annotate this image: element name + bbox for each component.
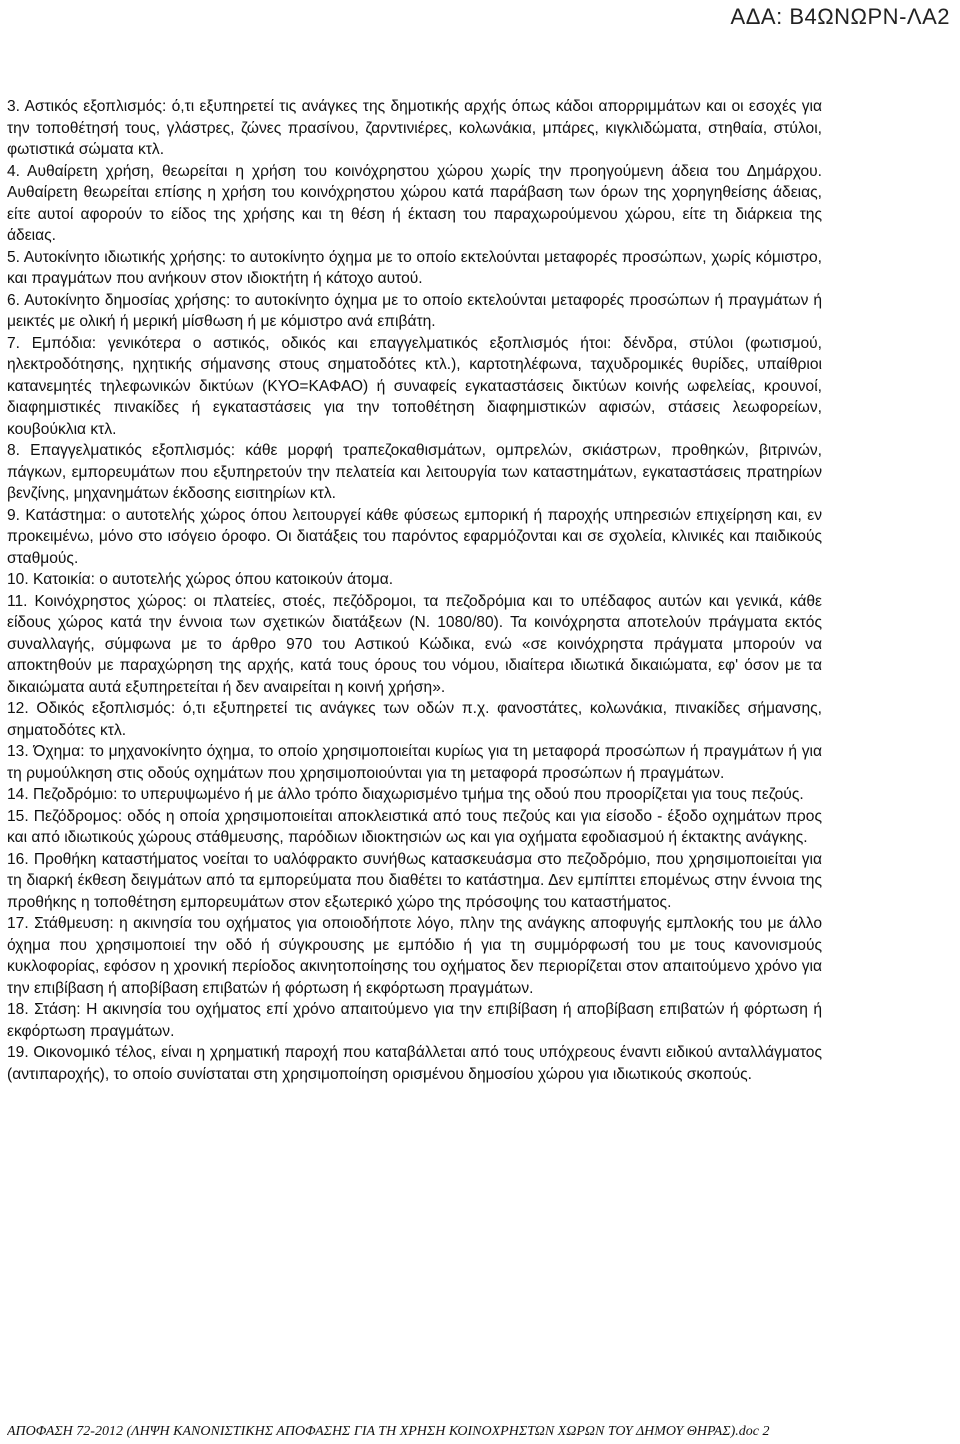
definition-paragraph: 14. Πεζοδρόμιο: το υπερυψωμένο ή με άλλο τρόπο διαχωρισμένο τμήμα της οδού που προορίζεται για τους πεζούς. [7, 786, 804, 803]
document-body [7, 96, 822, 1085]
definition-paragraph: 6. Αυτοκίνητο δημοσίας χρήσης: το αυτοκίνητο όχημα με το οποίο εκτελούνται μεταφορές προσώπων ή πραγμάτων ή μεικτές με ολική ή μερική μίσθωση ή με κόμιστρο ανά επιβάτη. [7, 291, 822, 330]
definition-paragraph: 15. Πεζόδρομος: οδός η οποία χρησιμοποιείται αποκλειστικά από τους πεζούς και για είσοδο - έξοδο οχημάτων προς και από ιδιωτικούς χώρους στάθμευσης, παρόδιων ιδιοκτησιών ως και για οχήματα εφοδιασμού ή έκτακτης ανάγκης. [7, 807, 822, 846]
definition-paragraph: 10. Κατοικία: ο αυτοτελής χώρος όπου κατοικούν άτομα. [7, 571, 394, 588]
page-footer [7, 1424, 822, 1440]
definition-paragraph: 7. Εμπόδια: γενικότερα ο αστικός, οδικός και επαγγελματικός εξοπλισμός ήτοι: δένδρα, στύλοι (φωτισμού, ηλεκτροδότησης, ηχητικής σήμανσης στους σηματοδότες κτλ.), καρτοτηλέφωνα, ταχυδρομικές θυρίδες, υπαίθριοι κατανεμητές τηλεφωνικών δικτύων (ΚΥΟ=ΚΑΦΑΟ) ή συναφείς εγκαταστάσεις δικτύων κοινής ωφελείας, κρουνοί, διαφημιστικές πινακίδες ή εγκαταστάσεις για την τοποθέτηση διαφημιστικών αφισών, στάσεις λεωφορείων, κουβούκλια κτλ. [7, 334, 822, 438]
definition-paragraph: 8. Επαγγελματικός εξοπλισμός: κάθε μορφή τραπεζοκαθισμάτων, ομπρελών, σκιάστρων, προθηκών, βιτρινών, πάγκων, εμπορευμάτων που εξυπηρετούν την πελατεία και λειτουργία των καταστημάτων, εγκαταστάσεις πρατηρίων βενζίνης, μηχανημάτων έκδοσης εισιτηρίων κτλ. [7, 442, 822, 502]
definition-paragraph: 13. Όχημα: το μηχανοκίνητο όχημα, το οποίο χρησιμοποιείται κυρίως για τη μεταφορά προσώπων ή πραγμάτων ή για τη ρυμούλκηση στις οδούς οχημάτων που χρησιμοποιούνται για τη μεταφορά προσώπων ή πραγμάτων. [7, 743, 822, 782]
definition-paragraph: 12. Οδικός εξοπλισμός: ό,τι εξυπηρετεί τις ανάγκες των οδών π.χ. φανοστάτες, κολωνάκια, πινακίδες σήμανσης, σηματοδότες κτλ. [7, 700, 822, 739]
definition-paragraph: 17. Στάθμευση: η ακινησία του οχήματος για οποιοδήποτε λόγο, πλην της ανάγκης αποφυγής εμπλοκής του με άλλο όχημα που χρησιμοποιεί την οδό ή σύγκρουσης με εμπόδιο ή για τη συμμόρφωσή του με τους κανονισμούς κυκλοφορίας, εφόσον η χρονική περίοδος ακινητοποίησης του οχήματος δεν περιορίζεται στον απαιτούμενο χρόνο για την επιβίβαση ή αποβίβαση επιβατών ή φόρτωση ή εκφόρτωση πραγμάτων. [7, 915, 822, 997]
definition-paragraph: 19. Οικονομικό τέλος, είναι η χρηματική παροχή που καταβάλλεται από τους υπόχρεους έναντι ειδικού ανταλλάγματος (αντιπαροχής), το οποίο συνίσταται στη χρησιμοποίηση ορισμένου δημοσίου χώρου για ιδιωτικούς σκοπούς. [7, 1044, 822, 1083]
definition-paragraph: 3. Αστικός εξοπλισμός: ό,τι εξυπηρετεί τις ανάγκες της δημοτικής αρχής όπως κάδοι απορριμμάτων και οι εσοχές για την τοποθέτησή τους, γλάστρες, ζώνες πρασίνου, ζαρντινιέρες, κολωνάκια, μπάρες, κιγκλιδώματα, στηθαία, στύλοι, φωτιστικά σώματα κτλ. [7, 98, 822, 158]
definition-paragraph: 11. Κοινόχρηστος χώρος: οι πλατείες, στοές, πεζόδρομοι, τα πεζοδρόμια και το υπέδαφος αυτών και γενικά, κάθε είδους χώρος κατά την έννοια των σχετικών διατάξεων (Ν. 1080/80). Τα κοινόχρηστα αποτελούν πράγματα εκτός συναλλαγής, σύμφωνα με το άρθρο 970 του Αστικού Κώδικα, ενώ «σε κοινόχρηστα πράγματα μπορούν να αποκτηθούν με παραχώρηση της αρχής, κατά τους όρους του νόμου, ιδιαίτερα ιδιωτικά δικαιώματα, εφ' όσον με τα δικαιώματα αυτά εξυπηρετείται ή δεν αναιρείται η κοινή χρήση». [7, 592, 822, 696]
page-number: 2 [762, 1424, 770, 1439]
definition-paragraph: 4. Αυθαίρετη χρήση, θεωρείται η χρήση του κοινόχρηστου χώρου χωρίς την προηγούμενη άδεια του Δημάρχου. Αυθαίρετη θεωρείται επίσης η χρήση του κοινόχρηστου χώρου κατά παράβαση των όρων της χορηγηθείσης άδειας, είτε αυτοί αφορούν το είδος της χρήσης και τη θέση ή έκταση του παραχωρούμενου χώρου, είτε τη διάρκεια της άδειας. [7, 162, 822, 244]
definition-paragraph: 5. Αυτοκίνητο ιδιωτικής χρήσης: το αυτοκίνητο όχημα με το οποίο εκτελούνται μεταφορές προσώπων, χωρίς κόμιστρο, και πραγμάτων που ανήκουν στον ιδιοκτήτη ή κάτοχο αυτού. [7, 248, 822, 287]
definition-paragraph: 9. Κατάστημα: ο αυτοτελής χώρος όπου λειτουργεί κάθε φύσεως εμπορική ή παροχής υπηρεσιών επιχείρηση και, εν προκειμένω, μόνο στο ισόγειο όροφο. Οι διατάξεις του παρόντος εφαρμόζονται και σε σχολεία, κλινικές και παιδικούς σταθμούς. [7, 506, 822, 567]
definition-paragraph: 18. Στάση: Η ακινησία του οχήματος επί χρόνο απαιτούμενο για την επιβίβαση ή αποβίβαση επιβατών ή φόρτωση ή εκφόρτωση πραγμάτων. [7, 1001, 822, 1040]
ada-code: ΑΔΑ: Β4ΩΝΩΡΝ-ΛΑ2 [730, 4, 950, 29]
footer-document-title: ΑΠΟΦΑΣΗ 72-2012 (ΛΗΨΗ ΚΑΝΟΝΙΣΤΙΚΗΣ ΑΠΟΦΑΣΗΣ ΓΙΑ ΤΗ ΧΡΗΣΗ ΚΟΙΝΟΧΡΗΣΤΩΝ ΧΩΡΩΝ ΤΟΥ ΔΗΜΟΥ ΘΗΡΑΣ).doc [7, 1424, 759, 1439]
definition-paragraph: 16. Προθήκη καταστήματος νοείται το υαλόφρακτο συνήθως κατασκευάσμα στο πεζοδρόμιο, που χρησιμοποιείται για τη διαρκή έκθεση δειγμάτων από τα εμπορεύματα που διαθέτει το κατάστημα. Δεν εμπίπτει επομένως στην έννοια της προθήκης η τοποθέτηση εμπορευμάτων στον εξωτερικό χώρο της πρόσοψης του καταστήματος. [7, 850, 822, 911]
